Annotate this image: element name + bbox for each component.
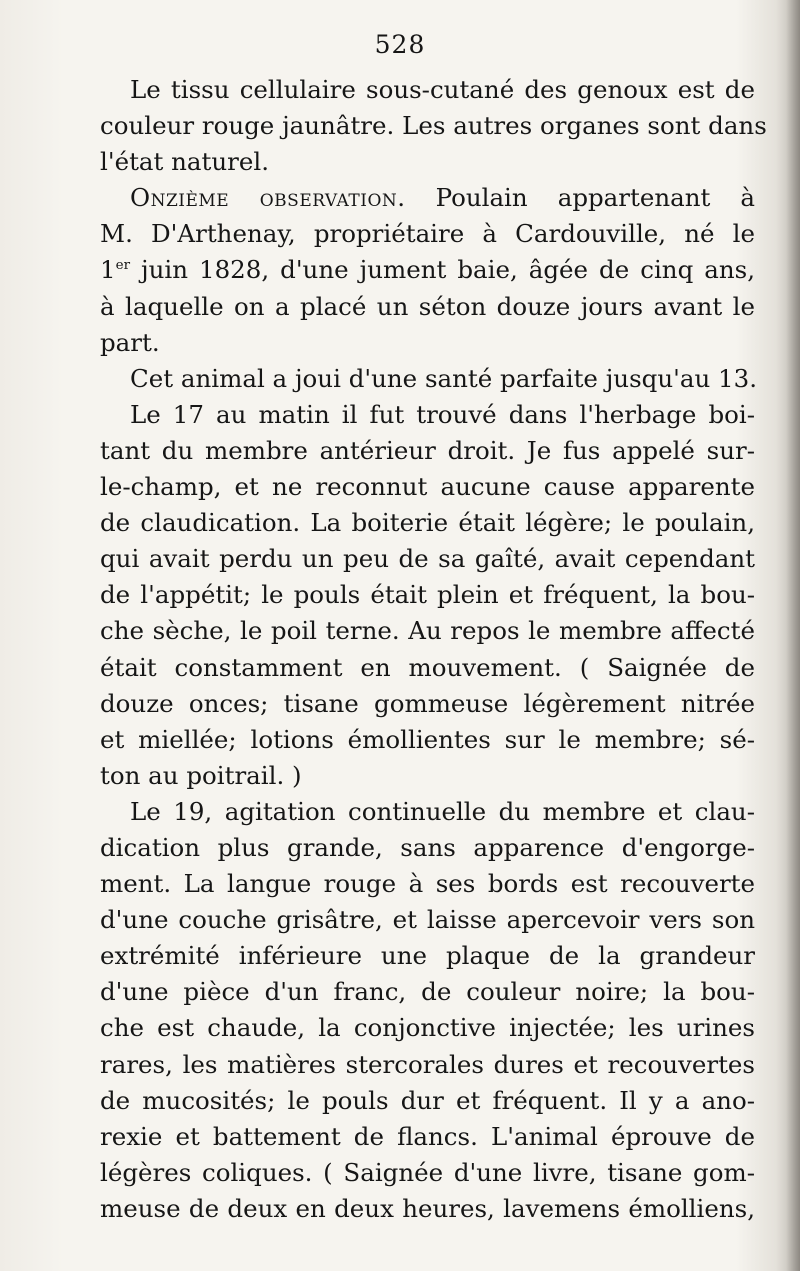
text-line	[100, 361, 755, 397]
text-line	[100, 469, 755, 505]
text-line	[100, 938, 755, 974]
line-text: Le 19, agitation continuelle du membre et clau-	[130, 796, 755, 826]
line-text: ment. La langue rouge à ses bords est recouverte	[100, 869, 755, 899]
page-body-text	[100, 72, 767, 1227]
text-line	[100, 252, 755, 288]
line-text: che est chaude, la conjonctive injectée; les urines	[100, 1013, 755, 1043]
observation-heading: Onzième observation.	[130, 183, 406, 213]
line-text: Le 17 au matin il fut trouvé dans l'herbage boi-	[130, 399, 755, 429]
ordinal-superscript: er	[115, 257, 131, 274]
text-line	[100, 902, 755, 938]
text-line	[100, 1191, 755, 1227]
text-line	[100, 650, 755, 686]
text-line	[100, 289, 755, 325]
line-text: l'état naturel.	[100, 147, 269, 177]
line-text: de l'appétit; le pouls était plein et fréquent, la bou-	[100, 580, 755, 610]
line-text: douze onces; tisane gommeuse légèrement nitrée	[100, 688, 755, 718]
line-text: extrémité inférieure une plaque de la grandeur	[100, 941, 755, 971]
line-text: part.	[100, 327, 160, 357]
text-line	[100, 866, 755, 902]
text-line	[100, 216, 755, 252]
line-text: qui avait perdu un peu de sa gaîté, avait cependant	[100, 544, 755, 574]
line-text: juin 1828, d'une jument baie, âgée de cinq ans,	[130, 255, 755, 285]
line-text: tant du membre antérieur droit. Je fus appelé sur-	[100, 435, 755, 465]
text-line	[100, 1010, 755, 1046]
text-line	[100, 1047, 755, 1083]
text-line	[100, 180, 755, 216]
text-line	[100, 1119, 755, 1155]
line-text: de claudication. La boiterie était légère; le poulain,	[100, 508, 755, 538]
line-text: ton au poitrail. )	[100, 760, 302, 790]
text-line	[100, 794, 755, 830]
line-text: était constamment en mouvement. ( Saignée de	[100, 652, 755, 682]
line-text: M. D'Arthenay, propriétaire à Cardouville, né le	[100, 219, 755, 249]
text-line	[100, 1083, 755, 1119]
line-text: légères coliques. ( Saignée d'une livre, tisane gom-	[100, 1157, 755, 1187]
line-text: et miellée; lotions émollientes sur le membre; sé-	[100, 724, 755, 754]
text-line	[100, 433, 755, 469]
line-text: Poulain appartenant à	[405, 183, 755, 213]
line-text: d'une couche grisâtre, et laisse apercevoir vers son	[100, 905, 755, 935]
text-line	[100, 722, 755, 758]
text-line	[100, 577, 755, 613]
line-text: rexie et battement de flancs. L'animal éprouve de	[100, 1121, 755, 1151]
text-line	[100, 72, 755, 108]
page-number: 528	[374, 30, 426, 59]
line-text: le-champ, et ne reconnut aucune cause apparente	[100, 472, 755, 502]
line-text: de mucosités; le pouls dur et fréquent. Il y a ano-	[100, 1085, 755, 1115]
line-text: à laquelle on a placé un séton douze jours avant le	[100, 291, 755, 321]
text-line	[100, 974, 755, 1010]
page-edge-shadow	[786, 0, 800, 1271]
line-text: rares, les matières stercorales dures et recouvertes	[100, 1049, 755, 1079]
line-text: Le tissu cellulaire sous-cutané des genoux est de	[130, 75, 755, 104]
line-text: che sèche, le poil terne. Au repos le membre affecté	[100, 616, 755, 646]
text-line	[100, 505, 755, 541]
text-line	[100, 1155, 755, 1191]
day-number: 1	[100, 255, 116, 285]
line-text: Cet animal a joui d'une santé parfaite jusqu'au 13.	[130, 363, 757, 393]
text-line	[100, 686, 755, 722]
text-line	[100, 397, 755, 433]
text-line	[100, 830, 755, 866]
text-line	[100, 325, 755, 361]
text-line	[100, 758, 755, 794]
line-text: d'une pièce d'un franc, de couleur noire; la bou-	[100, 977, 755, 1007]
line-text: couleur rouge jaunâtre. Les autres organes sont dans	[100, 111, 767, 141]
line-text: dication plus grande, sans apparence d'engorge-	[100, 832, 755, 862]
text-line	[100, 144, 755, 180]
text-line	[100, 613, 755, 649]
text-line	[100, 541, 755, 577]
line-text: meuse de deux en deux heures, lavemens émolliens,	[100, 1193, 755, 1223]
text-line	[100, 108, 767, 144]
